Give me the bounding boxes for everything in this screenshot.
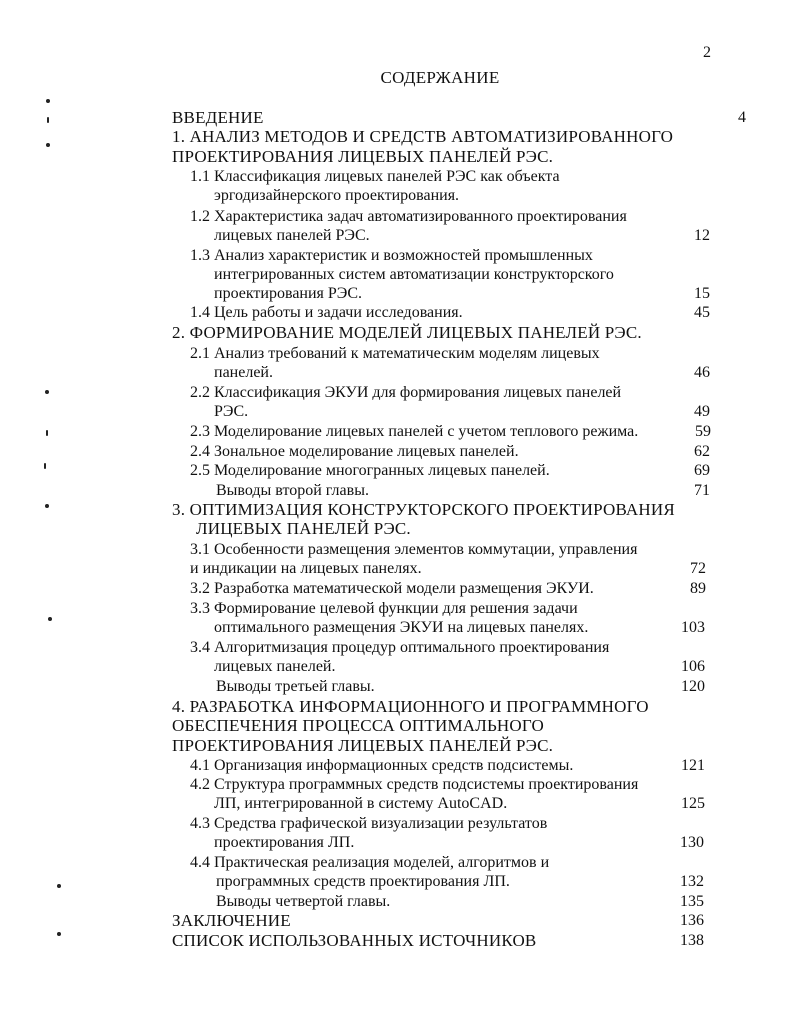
- scan-speck: [44, 463, 46, 469]
- toc-entry-text: 4.4 Практическая реализация моделей, алгоритмов и: [190, 854, 550, 871]
- toc-entry-text: ПРОЕКТИРОВАНИЯ ЛИЦЕВЫХ ПАНЕЛЕЙ РЭС.: [172, 736, 554, 755]
- toc-entry-page: 59: [695, 423, 711, 440]
- toc-entry-page: 125: [681, 795, 705, 812]
- toc-entry-text: 2.1 Анализ требований к математическим моделям лицевых: [190, 345, 600, 362]
- toc-entry-text: 4.3 Средства графической визуализации результатов: [190, 815, 548, 832]
- toc-entry-text: 1.1 Классификация лицевых панелей РЭС как объекта: [190, 168, 560, 185]
- scan-speck: [45, 390, 49, 394]
- toc-entry-page: 69: [694, 462, 710, 479]
- toc-entry-page: 4: [738, 109, 746, 126]
- toc-entry-text: Выводы четвертой главы.: [216, 893, 391, 910]
- toc-entry-text: 2. ФОРМИРОВАНИЕ МОДЕЛЕЙ ЛИЦЕВЫХ ПАНЕЛЕЙ РЭС.: [172, 323, 642, 342]
- toc-entry-text: 1.4 Цель работы и задачи исследования.: [190, 304, 463, 321]
- toc-entry-text: проектирования ЛП.: [214, 834, 355, 851]
- scan-speck: [45, 504, 49, 508]
- toc-entry-page: 72: [690, 560, 706, 577]
- toc-entry-text: 3.2 Разработка математической модели размещения ЭКУИ.: [190, 580, 594, 597]
- toc-entry-text: ВВЕДЕНИЕ: [172, 108, 264, 127]
- toc-entry-text: интегрированных систем автоматизации конструкторского: [214, 266, 614, 283]
- scan-speck: [48, 617, 52, 621]
- toc-entry-text: Выводы второй главы.: [216, 482, 369, 499]
- page-number: 2: [703, 44, 711, 61]
- toc-entry-text: ЛП, интегрированной в систему AutoCAD.: [214, 795, 508, 812]
- toc-entry-text: ПРОЕКТИРОВАНИЯ ЛИЦЕВЫХ ПАНЕЛЕЙ РЭС.: [172, 147, 554, 166]
- toc-entry-text: 4. РАЗРАБОТКА ИНФОРМАЦИОННОГО И ПРОГРАММНОГО: [172, 697, 649, 716]
- scan-speck: [57, 932, 61, 936]
- toc-entry-page: 121: [681, 757, 705, 774]
- toc-entry-text: 4.1 Организация информационных средств подсистемы.: [190, 757, 574, 774]
- scan-speck: [46, 99, 50, 103]
- toc-entry-text: 4.2 Структура программных средств подсистемы проектирования: [190, 776, 639, 793]
- toc-entry-text: лицевых панелей.: [214, 658, 336, 675]
- scan-speck: [47, 117, 49, 123]
- toc-entry-page: 89: [690, 580, 706, 597]
- toc-entry-page: 136: [680, 912, 704, 929]
- toc-entry-text: 2.4 Зональное моделирование лицевых панелей.: [190, 443, 519, 460]
- toc-entry-text: 2.3 Моделирование лицевых панелей с учетом теплового режима.: [190, 423, 639, 440]
- toc-entry-text: 3. ОПТИМИЗАЦИЯ КОНСТРУКТОРСКОГО ПРОЕКТИРОВАНИЯ: [172, 500, 675, 519]
- toc-entry-page: 49: [694, 403, 710, 420]
- toc-entry-text: 1. АНАЛИЗ МЕТОДОВ И СРЕДСТВ АВТОМАТИЗИРОВАННОГО: [172, 127, 674, 146]
- toc-entry-text: 3.3 Формирование целевой функции для решения задачи: [190, 600, 578, 617]
- toc-entry-text: оптимального размещения ЭКУИ на лицевых панелях.: [214, 619, 589, 636]
- toc-entry-text: 2.2 Классификация ЭКУИ для формирования лицевых панелей: [190, 384, 622, 401]
- toc-entry-text: 3.4 Алгоритмизация процедур оптимального проектирования: [190, 639, 610, 656]
- page-title: СОДЕРЖАНИЕ: [380, 68, 500, 87]
- toc-entry-page: 103: [681, 619, 705, 636]
- toc-entry-text: проектирования РЭС.: [214, 285, 363, 302]
- toc-entry-page: 71: [694, 482, 710, 499]
- toc-entry-text: 2.5 Моделирование многогранных лицевых панелей.: [190, 462, 550, 479]
- toc-entry-text: и индикации на лицевых панелях.: [190, 560, 422, 577]
- toc-entry-page: 62: [694, 443, 710, 460]
- toc-entry-page: 135: [680, 893, 704, 910]
- toc-entry-text: ОБЕСПЕЧЕНИЯ ПРОЦЕССА ОПТИМАЛЬНОГО: [172, 716, 544, 735]
- toc-entry-text: эргодизайнерского проектирования.: [214, 187, 460, 204]
- toc-entry-page: 130: [680, 834, 704, 851]
- toc-entry-text: СПИСОК ИСПОЛЬЗОВАННЫХ ИСТОЧНИКОВ: [172, 931, 537, 950]
- toc-entry-text: лицевых панелей РЭС.: [214, 227, 370, 244]
- toc-entry-page: 46: [694, 364, 710, 381]
- scan-speck: [46, 430, 48, 436]
- toc-entry-page: 15: [694, 285, 710, 302]
- toc-entry-text: ЗАКЛЮЧЕНИЕ: [172, 911, 291, 930]
- scan-speck: [46, 143, 50, 147]
- toc-entry-text: РЭС.: [214, 403, 249, 420]
- toc-entry-page: 12: [694, 227, 710, 244]
- toc-entry-page: 138: [680, 932, 704, 949]
- toc-entry-text: программных средств проектирования ЛП.: [216, 873, 510, 890]
- toc-entry-text: 1.3 Анализ характеристик и возможностей промышленных: [190, 247, 593, 264]
- toc-entry-text: Выводы третьей главы.: [216, 678, 375, 695]
- toc-entry-text: 3.1 Особенности размещения элементов коммутации, управления: [190, 541, 638, 558]
- toc-entry-page: 132: [680, 873, 704, 890]
- toc-entry-text: панелей.: [214, 364, 273, 381]
- toc-entry-text: 1.2 Характеристика задач автоматизированного проектирования: [190, 208, 627, 225]
- toc-entry-page: 45: [694, 304, 710, 321]
- toc-entry-text: ЛИЦЕВЫХ ПАНЕЛЕЙ РЭС.: [196, 519, 411, 538]
- toc-entry-page: 106: [681, 658, 705, 675]
- toc-entry-page: 120: [681, 678, 705, 695]
- scan-speck: [57, 884, 61, 888]
